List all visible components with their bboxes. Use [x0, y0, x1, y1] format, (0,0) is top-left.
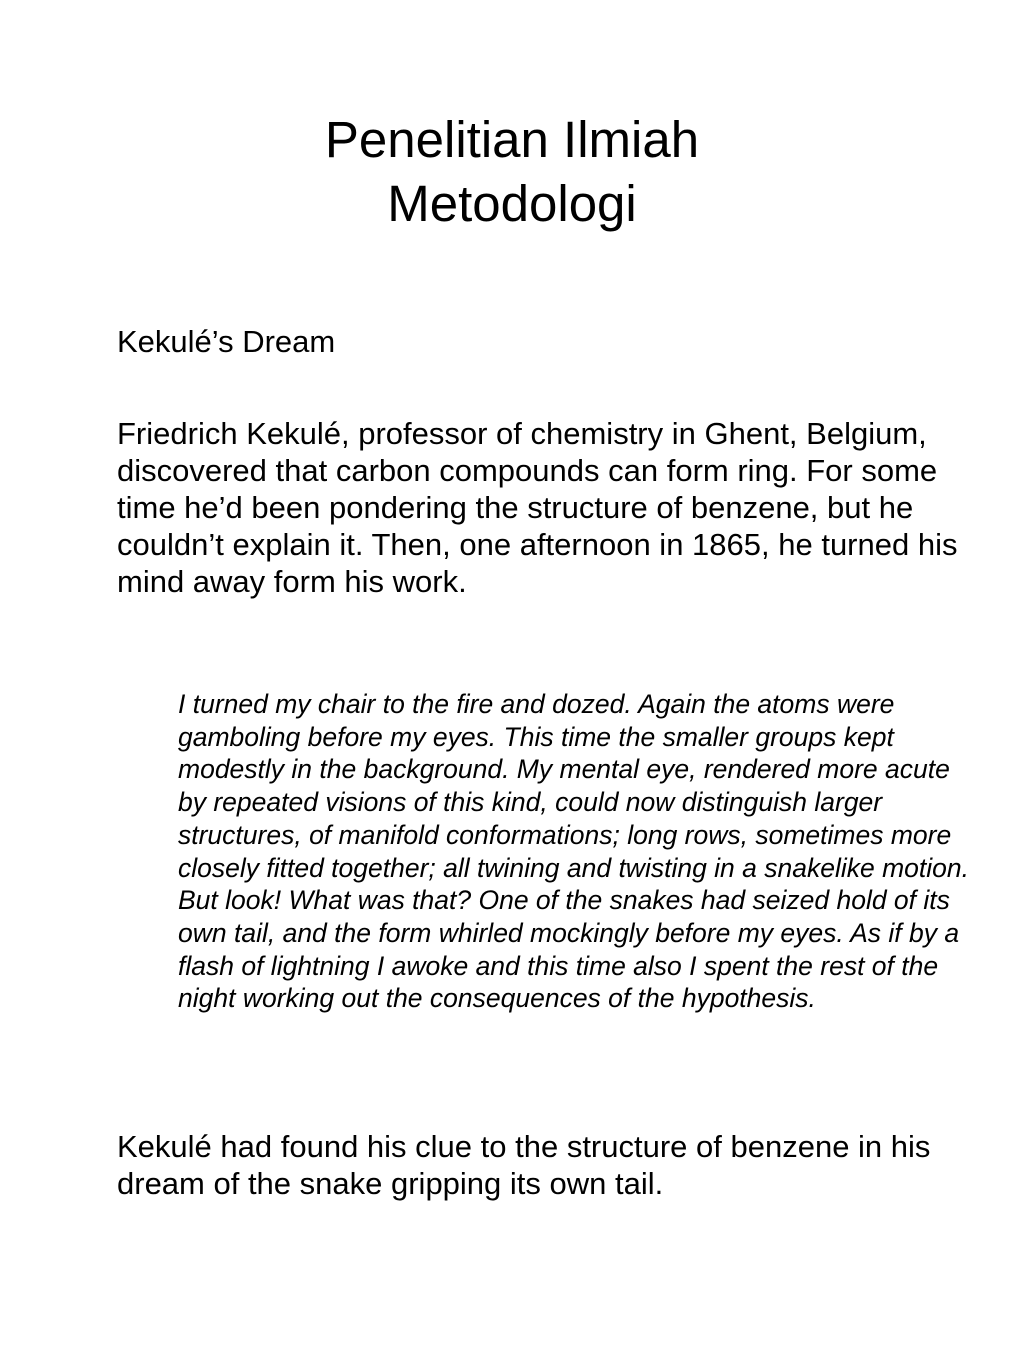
- page-title: [0, 108, 1024, 236]
- title-line-1: Penelitian Ilmiah: [324, 111, 700, 168]
- closing-paragraph: Kekulé had found his clue to the structure of benzene in his dream of the snake gripping its own tail.: [117, 1129, 931, 1201]
- title-line-2: Metodologi: [387, 175, 637, 232]
- intro-paragraph: Friedrich Kekulé, professor of chemistry in Ghent, Belgium, discovered that carbon compounds can form ring. For some time he’d been pondering the structure of benzene, but he couldn’t explain it. Then, one afternoon in 1865, he turned his mind away form his work.: [117, 416, 958, 599]
- kekule-quote: I turned my chair to the fire and dozed. Again the atoms were gamboling before my eyes. This time the smaller groups kept modestly in the background. My mental eye, rendered more acute by repeated visions of this kind, could now distinguish larger structures, of manifold conformations; long rows, sometimes more closely fitted together; all twining and twisting in a snakelike motion. But look! What was that? One of the snakes had seized hold of its own tail, and the form whirled mockingly before my eyes. As if by a flash of lightning I awoke and this time also I spent the rest of the night working out the consequences of the hypothesis.: [178, 689, 970, 1014]
- section-heading: Kekulé’s Dream: [117, 324, 336, 359]
